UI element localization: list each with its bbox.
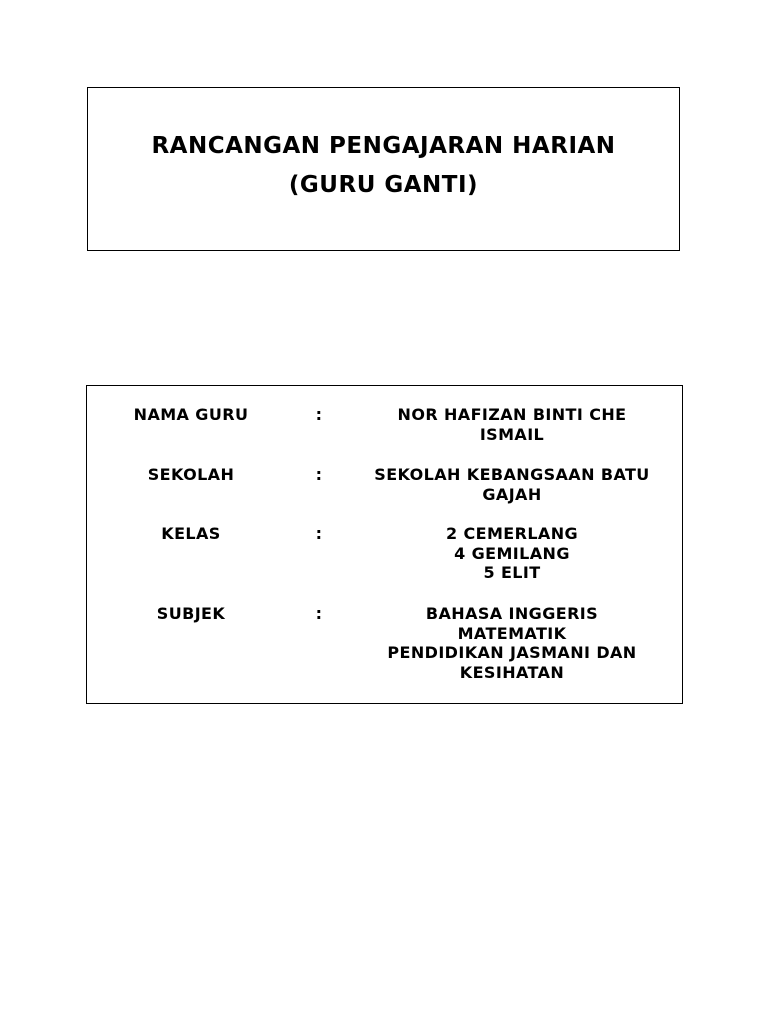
document-subtitle: (GURU GANTI)	[288, 172, 479, 198]
document-title: RANCANGAN PENGAJARAN HARIAN	[151, 133, 616, 159]
value-line: 5 ELIT	[483, 563, 541, 582]
row-separator: :	[315, 405, 323, 424]
value-line: PENDIDIKAN JASMANI DAN	[387, 643, 637, 662]
row-separator: :	[315, 604, 323, 623]
row-label: NAMA GURU	[133, 405, 249, 424]
value-line: GAJAH	[482, 484, 542, 504]
value-line: BAHASA INGGERIS	[425, 604, 599, 623]
row-label: KELAS	[161, 524, 221, 543]
row-value	[342, 604, 682, 682]
value-line: 2 CEMERLANG	[445, 524, 579, 543]
row-label: SUBJEK	[156, 604, 226, 623]
value-line: 4 GEMILANG	[454, 543, 570, 563]
value-line: KESIHATAN	[459, 662, 565, 682]
row-separator: :	[315, 524, 323, 543]
value-line: NOR HAFIZAN BINTI CHE	[397, 405, 627, 424]
row-separator: :	[315, 465, 323, 484]
row-value	[342, 524, 682, 583]
value-line: ISMAIL	[479, 424, 545, 444]
table-divider-mark	[299, 703, 339, 704]
teacher-info-table	[86, 385, 683, 704]
value-line: MATEMATIK	[457, 623, 567, 643]
row-value	[342, 465, 682, 504]
table-divider-mark	[299, 385, 339, 386]
value-line: SEKOLAH KEBANGSAAN BATU	[374, 465, 650, 484]
row-label: SEKOLAH	[147, 465, 235, 484]
title-box	[87, 87, 680, 251]
row-value	[342, 405, 682, 444]
